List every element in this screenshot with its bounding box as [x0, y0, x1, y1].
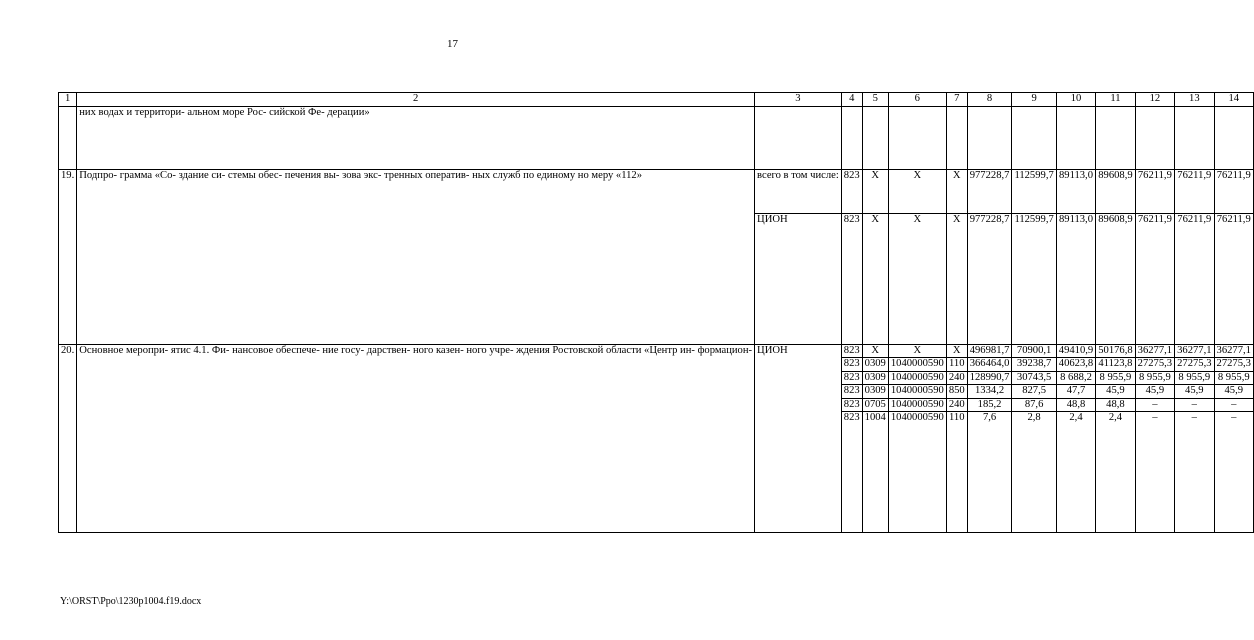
- amount-year-cell: 112599,7: [1012, 214, 1056, 345]
- section-code-cell: 1004: [862, 412, 888, 533]
- column-header: 11: [1096, 93, 1135, 107]
- amount-year-cell: 76211,9: [1135, 214, 1174, 345]
- gov-code-cell: 823: [841, 371, 862, 384]
- table-row-continuation: [59, 107, 1254, 170]
- target-code-cell: Х: [888, 345, 946, 358]
- expense-type-cell: Х: [946, 345, 967, 358]
- executor-cell: ЦИОН: [755, 345, 842, 533]
- amount-year-cell: 39238,7: [1012, 358, 1056, 371]
- amount-year-cell: 27275,3: [1175, 358, 1214, 371]
- amount-year-cell: 8 955,9: [1135, 371, 1174, 384]
- amount-year-cell: –: [1175, 412, 1214, 533]
- amount-year-cell: –: [1214, 398, 1253, 411]
- amount-year-cell: 89608,9: [1096, 170, 1135, 214]
- amount-year-cell: 89113,0: [1056, 170, 1095, 214]
- column-header: 14: [1214, 93, 1253, 107]
- table-cell: [888, 107, 946, 170]
- column-header: 2: [77, 93, 755, 107]
- gov-code-cell: 823: [841, 398, 862, 411]
- budget-table: [58, 92, 1254, 533]
- amount-year-cell: –: [1135, 398, 1174, 411]
- amount-total-cell: 1334,2: [967, 385, 1012, 398]
- expense-type-cell: 240: [946, 398, 967, 411]
- table-cell: [1056, 107, 1095, 170]
- expense-type-cell: 110: [946, 358, 967, 371]
- gov-code-cell: 823: [841, 412, 862, 533]
- amount-year-cell: 8 955,9: [1175, 371, 1214, 384]
- amount-year-cell: 45,9: [1175, 385, 1214, 398]
- amount-year-cell: 87,6: [1012, 398, 1056, 411]
- column-header: 9: [1012, 93, 1056, 107]
- amount-year-cell: 45,9: [1135, 385, 1174, 398]
- amount-year-cell: 50176,8: [1096, 345, 1135, 358]
- section-code-cell: Х: [862, 170, 888, 214]
- amount-total-cell: 977228,7: [967, 214, 1012, 345]
- target-code-cell: 1040000590: [888, 371, 946, 384]
- amount-year-cell: 76211,9: [1135, 170, 1174, 214]
- amount-year-cell: 36277,1: [1135, 345, 1174, 358]
- program-name-cell: Основное меропри- ятис 4.1. Фи- нансовое обеспече- ние госу- дарствен- ного казен- ного учре- ждения Ростовской области «Центр ин- формацион-: [77, 345, 755, 533]
- amount-total-cell: 185,2: [967, 398, 1012, 411]
- column-header: 10: [1056, 93, 1095, 107]
- program-name-cell: Подпро- грамма «Со- здание си- стемы обес- печения вы- зова экс- тренных оператив- ных служб по единому но меру «112»: [77, 170, 755, 345]
- footer-file-path: Y:\ORST\Ppo\1230p1004.f19.docx: [60, 596, 202, 607]
- expense-type-cell: 240: [946, 371, 967, 384]
- column-numbers-row: [59, 93, 1254, 107]
- table-header: [59, 93, 1254, 107]
- amount-year-cell: 41123,8: [1096, 358, 1135, 371]
- column-header: 3: [755, 93, 842, 107]
- table-cell: [862, 107, 888, 170]
- page-number: 17: [447, 38, 458, 50]
- amount-year-cell: 70900,1: [1012, 345, 1056, 358]
- table-cell: [946, 107, 967, 170]
- amount-year-cell: 8 688,2: [1056, 371, 1095, 384]
- amount-year-cell: 30743,5: [1012, 371, 1056, 384]
- gov-code-cell: 823: [841, 170, 862, 214]
- target-code-cell: 1040000590: [888, 398, 946, 411]
- amount-year-cell: 47,7: [1056, 385, 1095, 398]
- amount-year-cell: 48,8: [1056, 398, 1095, 411]
- amount-year-cell: –: [1135, 412, 1174, 533]
- expense-type-cell: 110: [946, 412, 967, 533]
- amount-year-cell: 8 955,9: [1214, 371, 1253, 384]
- target-code-cell: Х: [888, 214, 946, 345]
- amount-year-cell: 8 955,9: [1096, 371, 1135, 384]
- executor-cell: ЦИОН: [755, 214, 842, 345]
- table-cell: [1096, 107, 1135, 170]
- section-code-cell: Х: [862, 345, 888, 358]
- target-code-cell: 1040000590: [888, 412, 946, 533]
- amount-total-cell: 977228,7: [967, 170, 1012, 214]
- section-code-cell: 0309: [862, 385, 888, 398]
- amount-year-cell: 89608,9: [1096, 214, 1135, 345]
- column-header: 7: [946, 93, 967, 107]
- amount-year-cell: 27275,3: [1214, 358, 1253, 371]
- column-header: 4: [841, 93, 862, 107]
- amount-year-cell: 2,4: [1056, 412, 1095, 533]
- amount-total-cell: 7,6: [967, 412, 1012, 533]
- amount-year-cell: 45,9: [1214, 385, 1253, 398]
- section-code-cell: 0309: [862, 371, 888, 384]
- table-cell: [1214, 107, 1253, 170]
- amount-year-cell: 76211,9: [1214, 214, 1253, 345]
- amount-total-cell: 366464,0: [967, 358, 1012, 371]
- section-code-cell: Х: [862, 214, 888, 345]
- table-cell: [841, 107, 862, 170]
- executor-cell: всего в том числе:: [755, 170, 842, 214]
- row-number-cell: [59, 107, 77, 170]
- amount-year-cell: –: [1214, 412, 1253, 533]
- program-name-cell: них водах и территори- альном море Рос- сийской Фе- дерации»: [77, 107, 755, 170]
- amount-year-cell: 36277,1: [1175, 345, 1214, 358]
- column-header: 8: [967, 93, 1012, 107]
- amount-year-cell: 76211,9: [1214, 170, 1253, 214]
- column-header: 1: [59, 93, 77, 107]
- table-cell: [1175, 107, 1214, 170]
- column-header: 12: [1135, 93, 1174, 107]
- target-code-cell: Х: [888, 170, 946, 214]
- amount-year-cell: 45,9: [1096, 385, 1135, 398]
- target-code-cell: 1040000590: [888, 385, 946, 398]
- section-code-cell: 0705: [862, 398, 888, 411]
- amount-year-cell: 2,4: [1096, 412, 1135, 533]
- section-code-cell: 0309: [862, 358, 888, 371]
- amount-year-cell: 2,8: [1012, 412, 1056, 533]
- amount-year-cell: –: [1175, 398, 1214, 411]
- amount-year-cell: 48,8: [1096, 398, 1135, 411]
- expense-type-cell: 850: [946, 385, 967, 398]
- table-cell: [1012, 107, 1056, 170]
- table-cell: [755, 107, 842, 170]
- amount-year-cell: 112599,7: [1012, 170, 1056, 214]
- expense-type-cell: Х: [946, 170, 967, 214]
- amount-year-cell: 49410,9: [1056, 345, 1095, 358]
- amount-total-cell: 128990,7: [967, 371, 1012, 384]
- amount-year-cell: 40623,8: [1056, 358, 1095, 371]
- gov-code-cell: 823: [841, 385, 862, 398]
- column-header: 5: [862, 93, 888, 107]
- amount-year-cell: 36277,1: [1214, 345, 1253, 358]
- amount-year-cell: 76211,9: [1175, 214, 1214, 345]
- table-cell: [1135, 107, 1174, 170]
- row-number-cell: 19.: [59, 170, 77, 345]
- gov-code-cell: 823: [841, 345, 862, 358]
- expense-type-cell: Х: [946, 214, 967, 345]
- table-cell: [967, 107, 1012, 170]
- amount-year-cell: 27275,3: [1135, 358, 1174, 371]
- amount-year-cell: 76211,9: [1175, 170, 1214, 214]
- target-code-cell: 1040000590: [888, 358, 946, 371]
- amount-year-cell: 827,5: [1012, 385, 1056, 398]
- column-header: 13: [1175, 93, 1214, 107]
- row-number-cell: 20.: [59, 345, 77, 533]
- table-row-20-total: [59, 345, 1254, 358]
- amount-year-cell: 89113,0: [1056, 214, 1095, 345]
- gov-code-cell: 823: [841, 358, 862, 371]
- column-header: 6: [888, 93, 946, 107]
- table-row-19-total: [59, 170, 1254, 214]
- amount-total-cell: 496981,7: [967, 345, 1012, 358]
- gov-code-cell: 823: [841, 214, 862, 345]
